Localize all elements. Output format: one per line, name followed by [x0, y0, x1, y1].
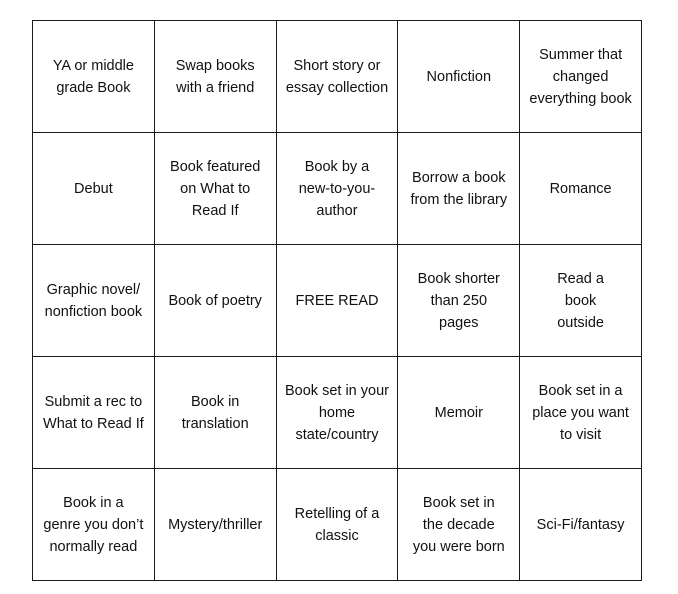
bingo-cell-free-read	[277, 245, 399, 357]
bingo-cell-label: Debut	[74, 180, 113, 197]
bingo-cell-label: Swap books with a friend	[175, 57, 255, 96]
bingo-cell-retelling-classic	[277, 469, 399, 581]
bingo-cell-label: Book of poetry	[168, 292, 262, 309]
bingo-cell-scifi-fantasy	[520, 469, 642, 581]
bingo-cell-borrow-library	[398, 133, 520, 245]
bingo-cell-summer-changed	[520, 21, 642, 133]
bingo-cell-label: Retelling of a classic	[294, 505, 380, 544]
bingo-cell-nonfiction	[398, 21, 520, 133]
bingo-cell-ya-or-middle-grade	[33, 21, 155, 133]
bingo-cell-what-to-read-if	[155, 133, 277, 245]
bingo-cell-graphic-novel	[33, 245, 155, 357]
bingo-cell-label: Romance	[549, 180, 612, 197]
bingo-cell-label: FREE READ	[295, 292, 379, 309]
bingo-cell-swap-books	[155, 21, 277, 133]
bingo-cell-new-to-you-author	[277, 133, 399, 245]
bingo-cell-mystery-thriller	[155, 469, 277, 581]
bingo-cell-label: Book in a genre you don’t normally read	[43, 494, 144, 555]
bingo-cell-label: Book by a new-to-you-author	[298, 158, 376, 219]
bingo-cell-label: Summer that changed everything book	[529, 46, 632, 107]
bingo-cell-romance	[520, 133, 642, 245]
bingo-cell-label: Sci-Fi/fantasy	[536, 516, 625, 533]
bingo-card-grid	[32, 20, 642, 581]
bingo-cell-new-genre	[33, 469, 155, 581]
bingo-cell-label: Book featured on What to Read If	[170, 158, 261, 219]
bingo-cell-label: Short story or essay collection	[285, 57, 389, 96]
bingo-cell-debut	[33, 133, 155, 245]
bingo-cell-submit-rec	[33, 357, 155, 469]
bingo-cell-place-to-visit	[520, 357, 642, 469]
bingo-cell-label: Borrow a book from the library	[410, 169, 508, 208]
bingo-cell-label: Mystery/thriller	[168, 516, 263, 533]
bingo-cell-poetry	[155, 245, 277, 357]
bingo-cell-label: Nonfiction	[426, 68, 492, 85]
bingo-cell-label: Book shorter than 250 pages	[417, 270, 500, 331]
bingo-cell-label: Book in translation	[181, 393, 249, 432]
bingo-cell-short-story	[277, 21, 399, 133]
bingo-cell-label: Book set in the decade you were born	[412, 494, 505, 555]
bingo-cell-read-outside	[520, 245, 642, 357]
bingo-cell-translation	[155, 357, 277, 469]
bingo-cell-label: Book set in your home state/country	[285, 382, 389, 443]
bingo-cell-home-state	[277, 357, 399, 469]
bingo-cell-label: Read a book outside	[557, 270, 604, 331]
bingo-cell-label: Submit a rec to What to Read If	[43, 393, 144, 432]
bingo-cell-label: YA or middle grade Book	[52, 57, 134, 96]
bingo-cell-memoir	[398, 357, 520, 469]
bingo-cell-label: Memoir	[434, 404, 483, 421]
bingo-cell-decade-born	[398, 469, 520, 581]
bingo-cell-shorter-than-250	[398, 245, 520, 357]
bingo-cell-label: Graphic novel/ nonfiction book	[44, 281, 143, 320]
bingo-cell-label: Book set in a place you want to visit	[532, 382, 629, 443]
